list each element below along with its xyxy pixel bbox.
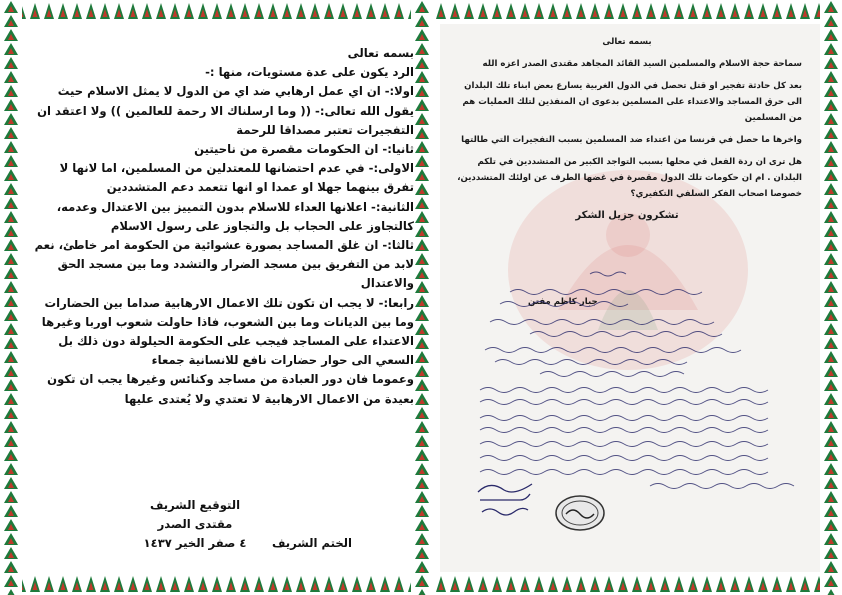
typed-paragraph-7: وعموما فان دور العبادة من مساجد وكنائس وغيرها يجب ان تكون بعيدة من الاعمال الارهابية لا تعتدي ولا يُعتدى عليها <box>47 372 414 406</box>
signature-label: التوقيع الشريف <box>149 498 241 512</box>
center-ornamental-divider <box>411 0 433 595</box>
scanned-letter-text <box>452 34 802 230</box>
signature-date: ٤ صفر الخير ١٤٣٧ <box>143 536 247 550</box>
left-ornamental-border <box>0 0 22 595</box>
typed-basmala: بسمه تعالى <box>347 46 414 60</box>
typed-paragraph-6: رابعا:- لا يجب ان تكون تلك الاعمال الارهابية صداما بين الحضارات وما بين الديانات وما بين الشعوب، فاذا حاولت شعوب اوربا وغيرها الاعتداء على المساجد فيجب على الحكومة الحيلولة دون ذلك بل السعي الى حوار حضارات نافع للانسانية جمعاء <box>41 295 414 368</box>
letter-signer: جبار كاظم مفتن <box>528 297 598 307</box>
letter-addressee: سماحة حجة الاسلام والمسلمين السيد القائد المجاهد مقتدى الصدر اعزه الله <box>482 59 802 69</box>
handwritten-reply <box>470 262 800 512</box>
signature-name: مقتدى الصدر <box>157 517 233 531</box>
letter-thanks: تشكرون جزيل الشكر <box>575 210 679 221</box>
signature-block <box>130 496 260 553</box>
typed-paragraph-2: ثانيا:- ان الحكومات مقصرة من ناحيتين <box>194 142 414 157</box>
letter-paragraph-3: هل ترى ان ردة الفعل في محلها بسبب التواجد الكبير من المتشددين في تلكم البلدان . ام ان حكومات تلك الدول مقصرة في غضها الطرف عن اولئك المتشددين، خصوصا اصحاب الفكر السلفي التكفيري؟ <box>457 157 802 199</box>
typed-intro: الرد يكون على عدة مستويات، منها :- <box>205 65 414 80</box>
handwritten-signature <box>472 478 542 524</box>
round-seal <box>554 494 606 532</box>
right-ornamental-border <box>820 0 842 595</box>
seal-label: الختم الشريف <box>271 536 353 550</box>
typed-paragraph-4: الثانية:- اعلانها العداء للاسلام بدون التمييز بين الاعتدال وعدمه، كالتجاوز على الحجاب بل والتجاوز على رسول الاسلام <box>56 199 414 233</box>
typed-paragraph-1: اولا:- ان اي عمل ارهابي ضد اي من الدول لا يمثل الاسلام حيث يقول الله تعالى:- (( وما ارسلناك الا رحمة للعالمين )) ولا اعتقد ان التفجيرات تعتبر مصداقا للرحمة <box>37 84 414 137</box>
letter-paragraph-1: بعد كل حادثة تفجير او قتل تحصل في الدول الغربية يسارع بعض ابناء تلك البلدان الى حرق المساجد والاعتداء على المسلمين بدعوى ان المنفذين لتلك العمليات هم من المسلمين <box>462 81 802 123</box>
typed-paragraph-3: الاولى:- في عدم احتضانها للمعتدلين من المسلمين، اما لانها لا تفرق بينهما جهلا او عمدا او انها تتعمد دعم المتشددين <box>59 161 414 195</box>
letter-paragraph-2: واخرها ما حصل في فرنسا من اعتداء ضد المسلمين بسبب التفجيرات التي طالتها <box>461 135 802 145</box>
letter-basmala: بسمه تعالى <box>602 37 652 47</box>
typed-paragraph-5: ثالثا:- ان غلق المساجد بصورة عشوائية من الحكومة امر خاطئ، نعم لابد من التفريق بين مسجد الضرار والتشدد وما بين مسجد الحق والاعتدال <box>34 238 414 291</box>
typed-response <box>30 44 414 409</box>
